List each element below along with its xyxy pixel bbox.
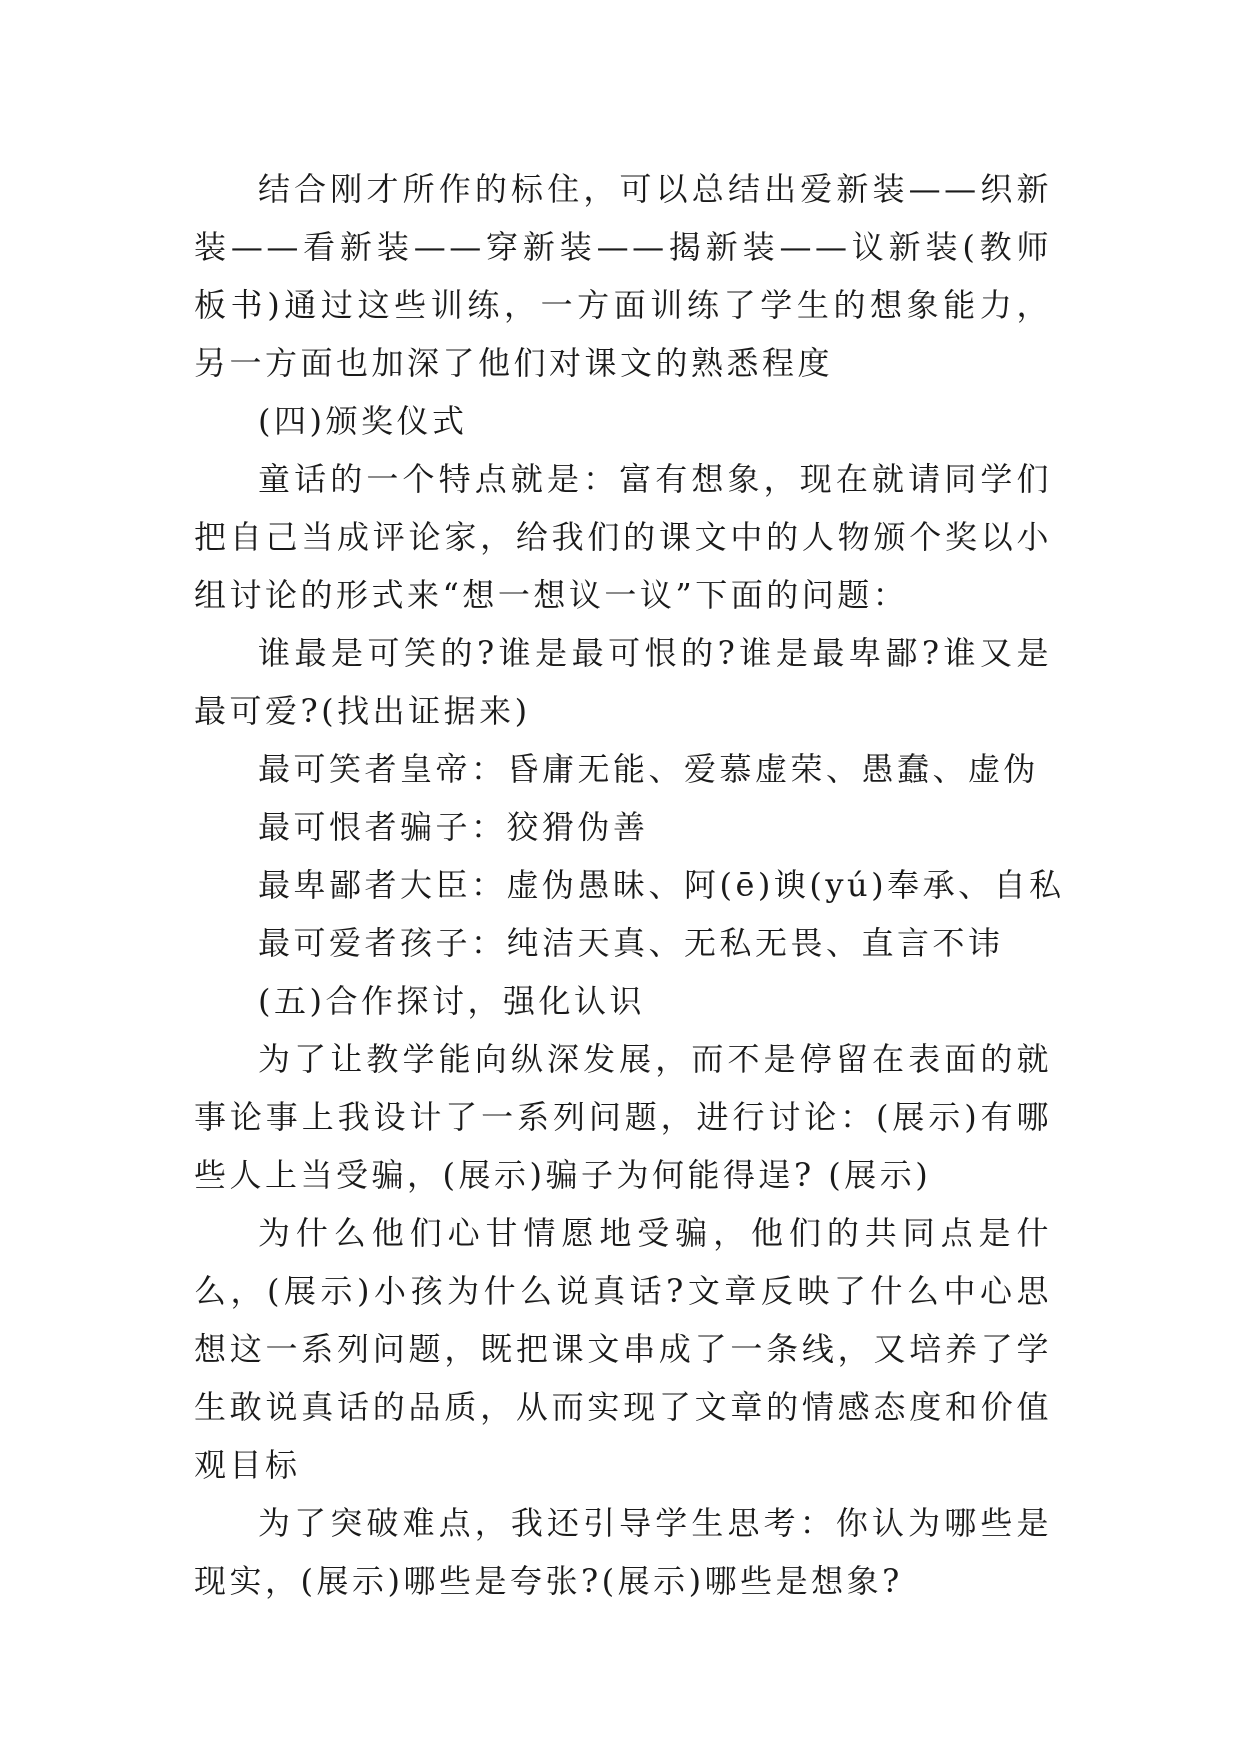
paragraph-ministers: 最卑鄙者大臣：虚伪愚昧、阿(ē)谀(yú)奉承、自私: [258, 866, 1065, 904]
paragraph-central-idea: 为什么他们心甘情愿地受骗，他们的共同点是什么，(展示)小孩为什么说真话?文章反映了什么中心思想这一系列问题，既把课文串成了一条线，又培养了学生敢说真话的品质，从而实现了文章的情感态度和价值观目标: [194, 1214, 1052, 1484]
paragraph-summary: 结合刚才所作的标住，可以总结出爱新装——织新装——看新装——穿新装——揭新装——议新装(教师板书)通过这些训练，一方面训练了学生的想象能力，另一方面也加深了他们对课文的熟悉程度: [194, 170, 1052, 382]
paragraph-difficult-point: 为了突破难点，我还引导学生思考：你认为哪些是现实，(展示)哪些是夸张?(展示)哪些是想象?: [194, 1504, 1052, 1600]
heading-award-ceremony: (四)颁奖仪式: [258, 402, 468, 440]
paragraph-swindlers: 最可恨者骗子：狡猾伪善: [258, 808, 649, 846]
paragraph-child: 最可爱者孩子：纯洁天真、无私无畏、直言不讳: [258, 924, 1004, 962]
document-body: [194, 160, 1065, 1610]
paragraph-questions: 谁最是可笑的?谁是最可恨的?谁是最卑鄙?谁又是最可爱?(找出证据来): [194, 634, 1052, 730]
paragraph-discussion-design: 为了让教学能向纵深发展，而不是停留在表面的就事论事上我设计了一系列问题，进行讨论：(展示)有哪些人上当受骗，(展示)骗子为何能得逞? (展示): [194, 1040, 1052, 1194]
paragraph-fairy-tale-feature: 童话的一个特点就是：富有想象，现在就请同学们把自己当成评论家，给我们的课文中的人物颁个奖以小组讨论的形式来“想一想议一议”下面的问题：: [194, 460, 1052, 614]
paragraph-emperor: 最可笑者皇帝：昏庸无能、爱慕虚荣、愚蠢、虚伪: [258, 750, 1040, 788]
heading-cooperative-discussion: (五)合作探讨，强化认识: [258, 982, 645, 1020]
